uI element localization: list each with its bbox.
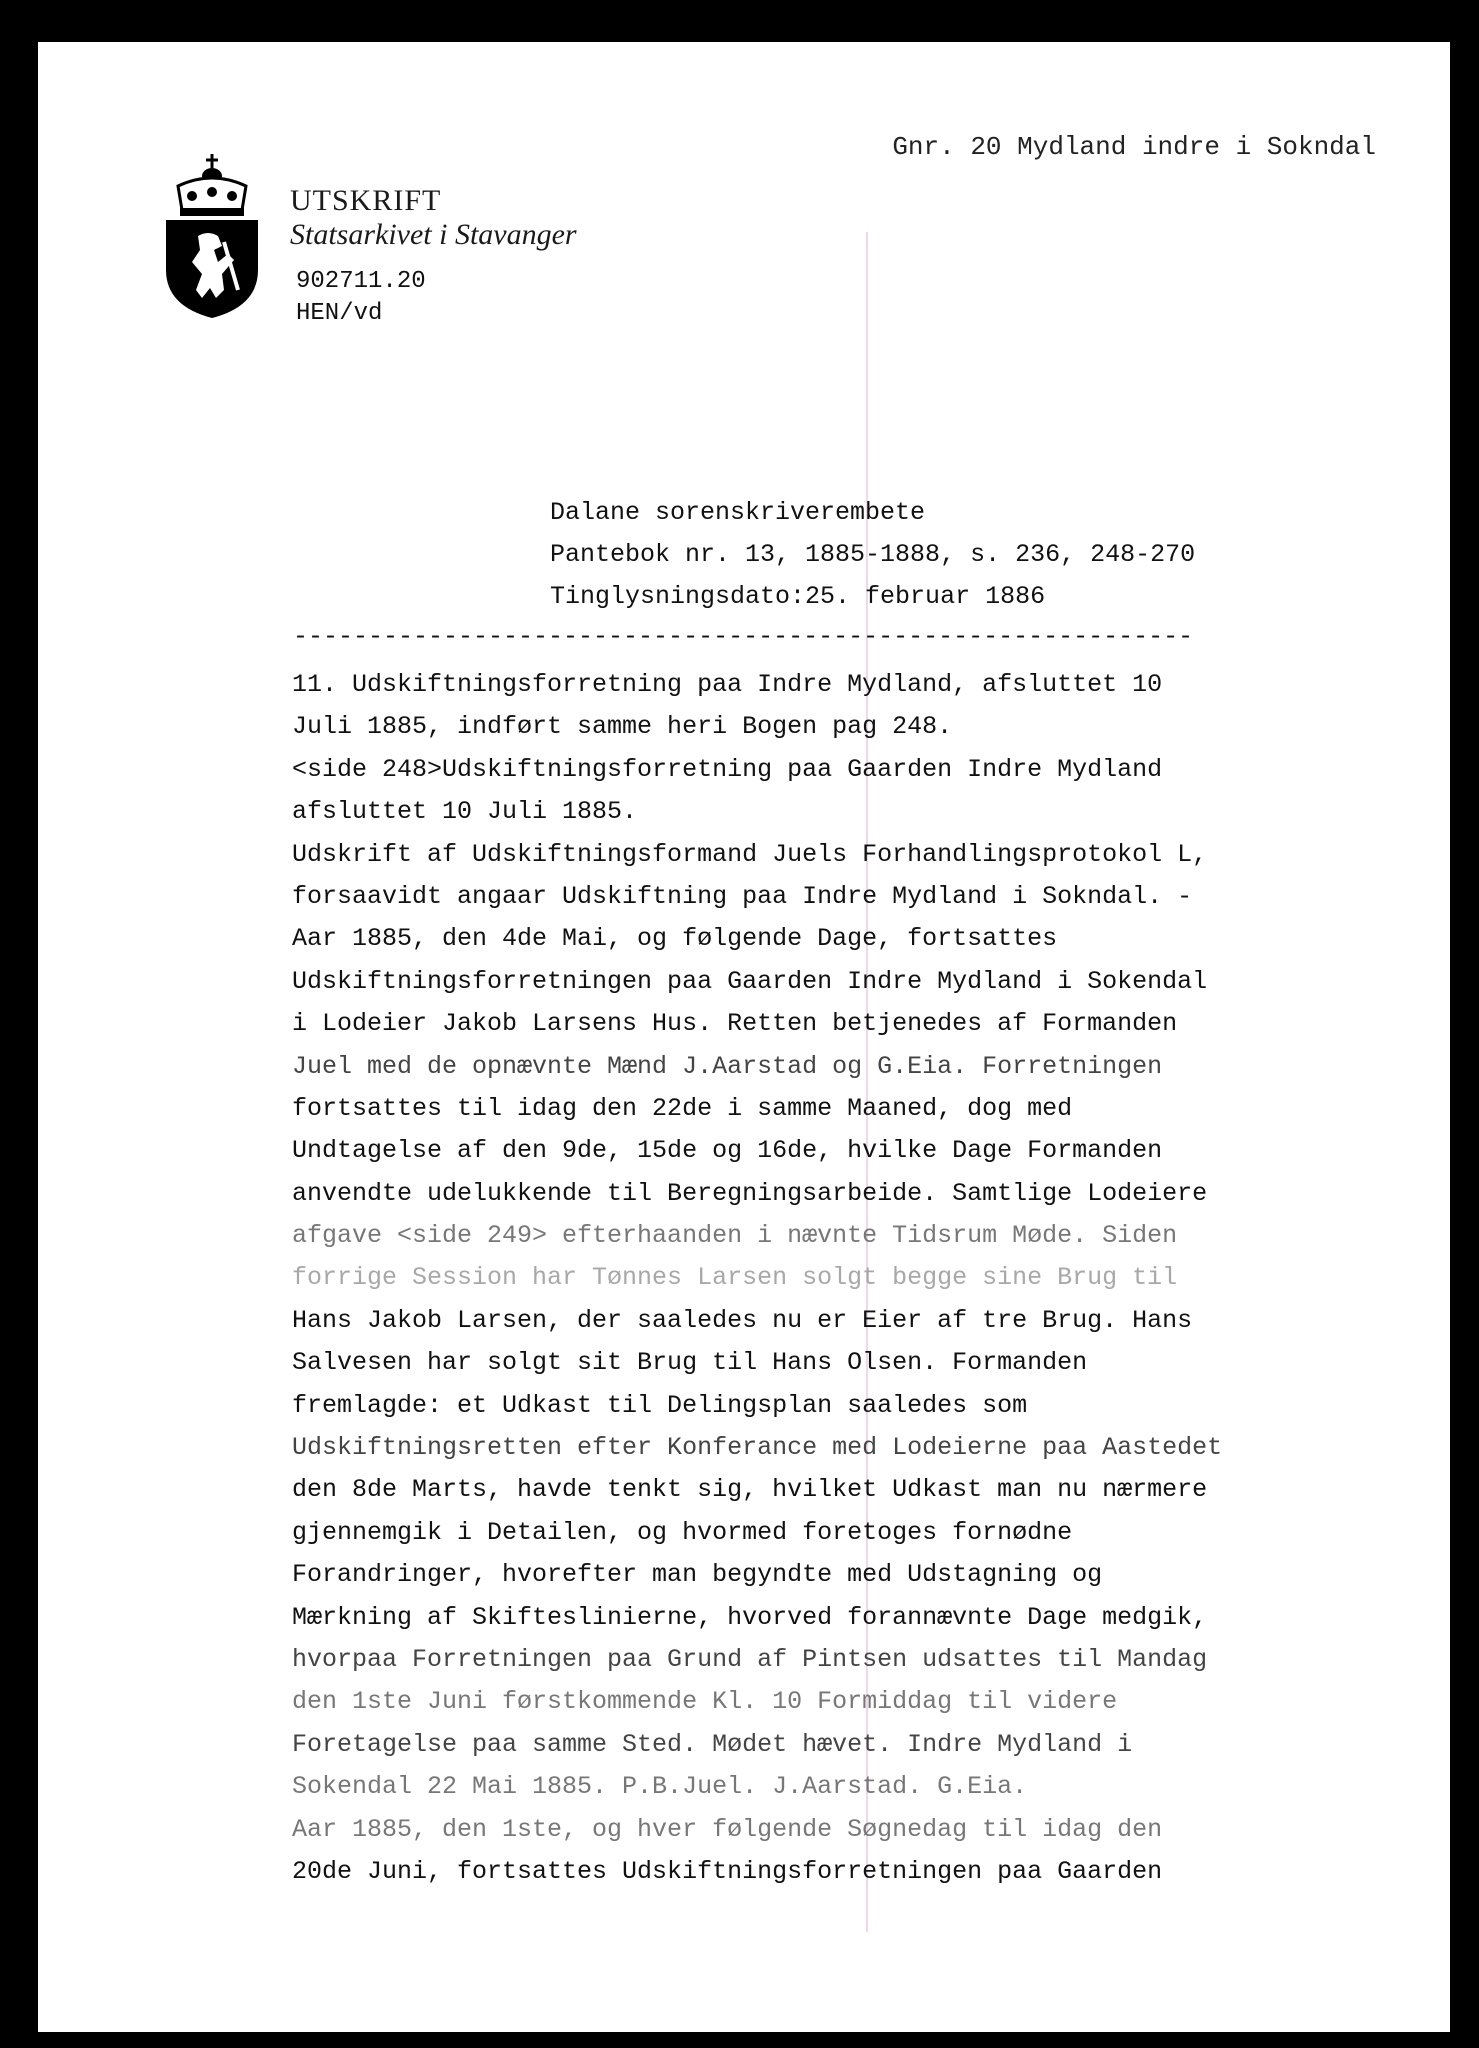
source-office: Dalane sorenskriverembete xyxy=(550,498,926,527)
text-line: <side 248>Udskiftningsforretning paa Gaarden Indre Mydland xyxy=(292,754,1163,784)
text-line: i Lodeier Jakob Larsens Hus. Retten betjenedes af Formanden xyxy=(292,1009,1178,1039)
text-line: Juel med de opnævnte Mænd J.Aarstad og G.Eia. Forretningen xyxy=(292,1051,1163,1081)
text-line: gjennemgik i Detailen, og hvormed foretoges fornødne xyxy=(292,1517,1073,1547)
coat-of-arms-icon xyxy=(162,150,262,320)
separator-line: ------------------------------------------------------------ xyxy=(293,622,1194,651)
text-line: Forandringer, hvorefter man begyndte med Udstagning og xyxy=(292,1560,1103,1590)
text-line: 11. Udskiftningsforretning paa Indre Mydland, afsluttet 10 xyxy=(292,670,1163,699)
document-page xyxy=(38,42,1450,2032)
text-line: den 1ste Juni førstkommende Kl. 10 Formiddag til videre xyxy=(292,1687,1118,1717)
text-line: Hans Jakob Larsen, der saaledes nu er Eier af tre Brug. Hans xyxy=(292,1305,1193,1335)
text-line: Juli 1885, indført samme heri Bogen pag 248. xyxy=(292,712,953,742)
text-line: Udskrift af Udskiftningsformand Juels Forhandlingsprotokol L, xyxy=(292,839,1208,869)
source-block xyxy=(550,492,1195,618)
text-line: Aar 1885, den 1ste, og hver følgende Søgnedag til idag den xyxy=(292,1814,1163,1844)
text-line: fremlagde: et Udkast til Delingsplan saaledes som xyxy=(292,1390,1028,1420)
farm-reference: Gnr. 20 Mydland indre i Sokndal xyxy=(892,132,1376,162)
text-line: forsaavidt angaar Udskiftning paa Indre Mydland i Sokndal. - xyxy=(292,881,1193,911)
text-line: forrige Session har Tønnes Larsen solgt begge sine Brug til xyxy=(292,1263,1178,1293)
archive-name: Statsarkivet i Stavanger xyxy=(290,218,577,251)
transcription-body xyxy=(292,664,1412,1893)
document-reference xyxy=(296,266,426,330)
text-line: afgave <side 249> efterhaanden i nævnte Tidsrum Møde. Siden xyxy=(292,1221,1178,1251)
text-line: Udskiftningsforretningen paa Gaarden Indre Mydland i Sokendal xyxy=(292,966,1208,996)
text-line: Undtagelse af den 9de, 15de og 16de, hvilke Dage Formanden xyxy=(292,1136,1163,1166)
text-line: hvorpaa Forretningen paa Grund af Pintsen udsattes til Mandag xyxy=(292,1644,1208,1674)
text-line: afsluttet 10 Juli 1885. xyxy=(292,797,638,827)
text-line: fortsattes til idag den 22de i samme Maaned, dog med xyxy=(292,1093,1073,1123)
source-registration: Tinglysningsdato:25. februar 1886 xyxy=(550,582,1046,611)
archive-title xyxy=(290,184,577,252)
text-line: anvendte udelukkende til Beregningsarbeide. Samtlige Lodeiere xyxy=(292,1178,1208,1208)
text-line: Mærkning af Skifteslinierne, hvorved forannævnte Dage medgik, xyxy=(292,1602,1208,1632)
text-line: Sokendal 22 Mai 1885. P.B.Juel. J.Aarstad. G.Eia. xyxy=(292,1772,1028,1802)
archive-label: UTSKRIFT xyxy=(290,184,442,217)
text-line: Udskiftningsretten efter Konferance med Lodeierne paa Aastedet xyxy=(292,1433,1223,1463)
text-line: 20de Juni, fortsattes Udskiftningsforretningen paa Gaarden xyxy=(292,1856,1163,1886)
text-line: Salvesen har solgt sit Brug til Hans Olsen. Formanden xyxy=(292,1348,1088,1378)
doc-number: 902711.20 xyxy=(296,268,426,295)
source-book: Pantebok nr. 13, 1885-1888, s. 236, 248-270 xyxy=(550,540,1196,569)
text-line: den 8de Marts, havde tenkt sig, hvilket Udkast man nu nærmere xyxy=(292,1475,1208,1505)
initials: HEN/vd xyxy=(296,300,383,327)
text-line: Foretagelse paa samme Sted. Mødet hævet. Indre Mydland i xyxy=(292,1729,1133,1759)
text-line: Aar 1885, den 4de Mai, og følgende Dage, fortsattes xyxy=(292,924,1058,954)
